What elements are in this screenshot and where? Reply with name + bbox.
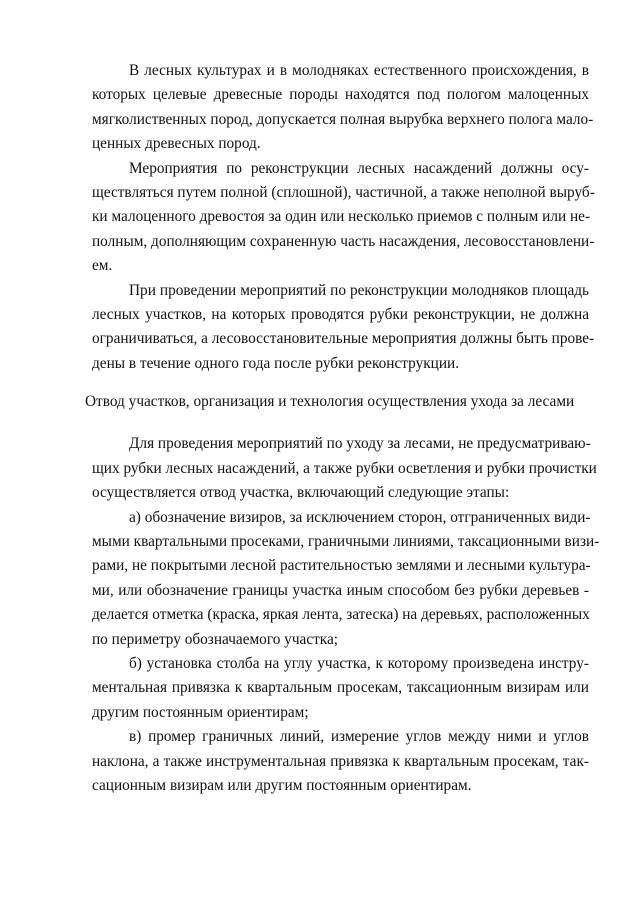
text-line: ми, или обозначение границы участка иным способом без рубки деревьев -	[92, 581, 589, 599]
text-line: делается отметка (краска, яркая лента, затеска) на деревьях, расположенных	[92, 606, 590, 624]
text-line: ментальная привязка к квартальным просекам, таксационным визирам или	[92, 679, 589, 697]
text-line: дены в течение одного года после рубки реконструкции.	[92, 354, 460, 372]
text-line: наклона, а также инструментальная привязка к квартальным просекам, так-	[92, 752, 589, 770]
text-line: ем.	[92, 257, 113, 275]
text-line: щих рубки лесных насаждений, а также рубки осветления и рубки прочистки	[92, 459, 597, 477]
text-line: сационным визирам или другим постоянным ориентирам.	[92, 776, 472, 794]
text-line: Мероприятия по реконструкции лесных насаждений должны осу-	[129, 159, 589, 177]
text-line: по периметру обозначаемого участка;	[92, 630, 339, 648]
list-item-a	[92, 506, 600, 652]
list-item-b	[92, 652, 589, 725]
paragraph-forest-cultures	[92, 59, 594, 157]
text-line: ществляться путем полной (сплошной), частичной, а также неполной выруб-	[92, 183, 595, 201]
text-line: б) установка столба на углу участка, к которому произведена инстру-	[129, 654, 589, 672]
text-line: другим постоянным ориентирам;	[92, 703, 309, 721]
text-line: лесных участков, на которых проводятся рубки реконструкции, не должна	[92, 305, 589, 323]
text-line: мыми квартальными просеками, граничными линиями, таксационными визи-	[92, 533, 600, 551]
list-item-c	[92, 725, 589, 798]
text-line: рами, не покрытыми лесной растительностью землями и лесными культура-	[92, 557, 591, 575]
text-line: полным, дополняющим сохраненную часть насаждения, лесовосстановлени-	[92, 232, 595, 250]
section-heading: Отвод участков, организация и технология осуществления ухода за лесами	[85, 393, 575, 411]
text-line: осуществляется отвод участка, включающий следующие этапы:	[92, 484, 510, 502]
text-line: ценных древесных пород.	[92, 135, 261, 153]
text-line: При проведении мероприятий по реконструкции молодняков площадь	[129, 281, 589, 299]
paragraph-plot-allocation	[92, 432, 597, 505]
text-line: ограничиваться, а лесовосстановительные мероприятия должны быть прове-	[92, 330, 595, 348]
text-line: а) обозначение визиров, за исключением сторон, отграниченных види-	[129, 508, 591, 526]
paragraph-young-stands	[92, 279, 595, 377]
text-line: мягколиственных пород, допускается полная вырубка верхнего полога мало-	[92, 110, 594, 128]
paragraph-reconstruction-measures	[92, 157, 595, 279]
text-line: которых целевые древесные породы находятся под пологом малоценных	[92, 86, 589, 104]
text-line: Для проведения мероприятий по уходу за лесами, не предусматриваю-	[129, 435, 591, 453]
text-line: ки малоценного древостоя за один или несколько приемов с полным или не-	[92, 208, 591, 226]
text-line: В лесных культурах и в молодняках естественного происхождения, в	[129, 62, 589, 79]
text-line: в) промер граничных линий, измерение углов между ними и углов	[129, 728, 589, 746]
